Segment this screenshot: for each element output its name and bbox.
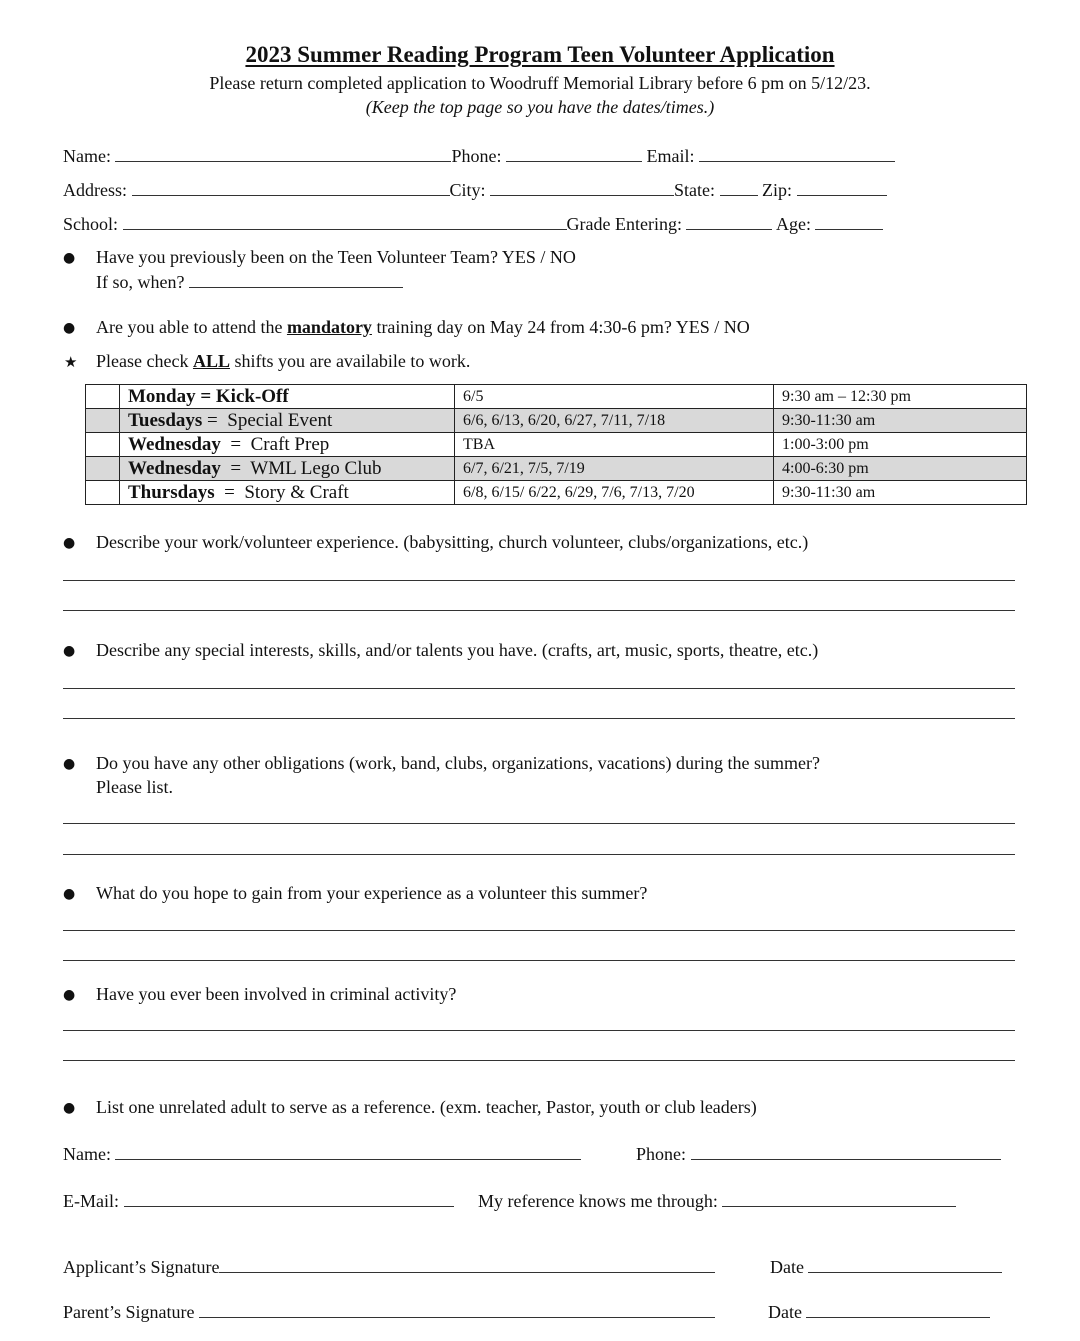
- shift-checkbox[interactable]: [86, 385, 120, 409]
- shift-day: Thursdays: [128, 482, 215, 503]
- applicant-date-label: Date: [770, 1257, 804, 1277]
- shifts-text-pre: Please check: [96, 351, 193, 371]
- return-instructions: Please return completed application to Woodruff Memorial Library before 6 pm on 5/12/23.: [209, 73, 871, 93]
- shift-dates: 6/7, 6/21, 7/5, 7/19: [455, 457, 774, 481]
- mandatory-emphasis: mandatory: [286, 317, 372, 337]
- applicant-row-3: [63, 213, 883, 235]
- hope-answer-line-1[interactable]: [63, 930, 1015, 931]
- previous-team-question: Have you previously been on the Teen Volunteer Team? YES / NO: [96, 247, 576, 267]
- if-so-when-row: [96, 271, 403, 293]
- shifts-table: [85, 384, 1027, 505]
- reference-phone-row: [636, 1143, 1001, 1165]
- shift-event-name: = WML Lego Club: [220, 458, 382, 479]
- star-icon: ★: [64, 353, 78, 371]
- criminal-answer-line-1[interactable]: [63, 1030, 1015, 1031]
- parent-signature-field[interactable]: [199, 1301, 715, 1318]
- shift-event: [120, 433, 455, 457]
- interests-answer-line-1[interactable]: [63, 688, 1015, 689]
- bullet-icon: ●: [63, 535, 76, 551]
- all-emphasis: ALL: [192, 351, 230, 371]
- criminal-question: Have you ever been involved in criminal activity?: [96, 984, 457, 1004]
- reference-question: List one unrelated adult to serve as a reference. (exm. teacher, Pastor, youth or club leaders): [96, 1097, 757, 1117]
- shift-row: [86, 457, 1027, 481]
- shift-checkbox[interactable]: [86, 433, 120, 457]
- shift-time: 9:30-11:30 am: [774, 409, 1027, 433]
- applicant-row-2: [63, 179, 887, 201]
- email-field[interactable]: [699, 145, 895, 162]
- parent-date-row: [768, 1301, 990, 1323]
- phone-field[interactable]: [506, 145, 642, 162]
- reference-email-label: E-Mail:: [63, 1191, 119, 1211]
- reference-email-field[interactable]: [124, 1190, 454, 1207]
- phone-label: Phone:: [451, 146, 502, 166]
- knows-through-row: [478, 1190, 956, 1212]
- shift-time: 9:30-11:30 am: [774, 481, 1027, 505]
- name-label: Name:: [63, 146, 111, 166]
- school-field[interactable]: [123, 213, 567, 230]
- shift-day: Wednesday: [128, 434, 221, 455]
- applicant-date-field[interactable]: [808, 1256, 1002, 1273]
- shift-time: 9:30 am – 12:30 pm: [774, 385, 1027, 409]
- applicant-signature-label: Applicant’s Signature: [63, 1257, 220, 1277]
- email-label: Email:: [646, 146, 695, 166]
- zip-label: Zip:: [762, 180, 793, 200]
- training-text-pre: Are you able to attend the: [96, 317, 287, 337]
- bullet-icon: ●: [63, 320, 76, 336]
- shift-dates: TBA: [455, 433, 774, 457]
- grade-field[interactable]: [686, 213, 772, 230]
- keep-top-page-note: (Keep the top page so you have the dates/times.): [365, 97, 715, 117]
- training-text-post: training day on May 24 from 4:30-6 pm? YES / NO: [371, 317, 750, 337]
- zip-field[interactable]: [797, 179, 887, 196]
- applicant-signature-row: [63, 1256, 715, 1278]
- interests-question: Describe any special interests, skills, and/or talents you have. (crafts, art, music, sports, theatre, etc.): [96, 640, 819, 660]
- shift-event-name: = Craft Prep: [220, 434, 330, 455]
- shift-dates: 6/5: [455, 385, 774, 409]
- parent-date-field[interactable]: [806, 1301, 990, 1318]
- bullet-icon: ●: [63, 756, 76, 772]
- shift-day: Tuesdays: [128, 410, 203, 431]
- shift-row: [86, 433, 1027, 457]
- experience-answer-line-2[interactable]: [63, 610, 1015, 611]
- shift-dates: 6/8, 6/15/ 6/22, 6/29, 7/6, 7/13, 7/20: [455, 481, 774, 505]
- bullet-icon: ●: [63, 886, 76, 902]
- reference-row-2: [63, 1190, 454, 1212]
- shift-event: [120, 385, 455, 409]
- shift-checkbox[interactable]: [86, 457, 120, 481]
- shift-checkbox[interactable]: [86, 481, 120, 505]
- obligations-question: Do you have any other obligations (work, band, clubs, organizations, vacations) during the summer?: [96, 753, 820, 773]
- state-field[interactable]: [720, 179, 758, 196]
- city-field[interactable]: [490, 179, 674, 196]
- shift-event-name: = Story & Craft: [214, 482, 349, 503]
- shift-event: [120, 481, 455, 505]
- shift-event: [120, 409, 455, 433]
- experience-question: Describe your work/volunteer experience. (babysitting, church volunteer, clubs/organizations, etc.): [96, 532, 809, 552]
- shift-event: [120, 457, 455, 481]
- obligations-answer-line-1[interactable]: [63, 823, 1015, 824]
- knows-through-label: My reference knows me through:: [478, 1191, 718, 1211]
- grade-label: Grade Entering:: [566, 214, 682, 234]
- applicant-signature-field[interactable]: [219, 1256, 715, 1273]
- shift-row: [86, 481, 1027, 505]
- city-label: City:: [449, 180, 486, 200]
- interests-answer-line-2[interactable]: [63, 718, 1015, 719]
- parent-date-label: Date: [768, 1302, 802, 1322]
- shift-row: [86, 385, 1027, 409]
- shift-time: 1:00-3:00 pm: [774, 433, 1027, 457]
- reference-phone-label: Phone:: [636, 1144, 687, 1164]
- shift-day: Wednesday: [128, 458, 221, 479]
- shift-checkbox[interactable]: [86, 409, 120, 433]
- if-so-when-label: If so, when?: [96, 272, 185, 292]
- bullet-icon: ●: [63, 643, 76, 659]
- shift-day: Monday = Kick-Off: [128, 386, 289, 407]
- shift-time: 4:00-6:30 pm: [774, 457, 1027, 481]
- experience-answer-line-1[interactable]: [63, 580, 1015, 581]
- parent-signature-label: Parent’s Signature: [63, 1302, 195, 1322]
- bullet-icon: ●: [63, 250, 76, 266]
- address-field[interactable]: [132, 179, 450, 196]
- age-label: Age:: [775, 214, 811, 234]
- bullet-icon: ●: [63, 987, 76, 1003]
- state-label: State:: [674, 180, 716, 200]
- reference-name-field[interactable]: [115, 1143, 581, 1160]
- shift-event-name: = Special Event: [202, 410, 333, 431]
- name-field[interactable]: [115, 145, 451, 162]
- shift-row: [86, 409, 1027, 433]
- shifts-instruction: [96, 351, 470, 372]
- training-question: [96, 317, 750, 338]
- address-label: Address:: [63, 180, 127, 200]
- applicant-row-1: [63, 145, 895, 167]
- applicant-date-row: [770, 1256, 1002, 1278]
- bullet-icon: ●: [63, 1100, 76, 1116]
- hope-to-gain-question: What do you hope to gain from your experience as a volunteer this summer?: [96, 883, 648, 903]
- reference-name-label: Name:: [63, 1144, 111, 1164]
- parent-signature-row: [63, 1301, 715, 1323]
- criminal-answer-line-2[interactable]: [63, 1060, 1015, 1061]
- page-title: 2023 Summer Reading Program Teen Volunteer Application: [245, 42, 835, 67]
- hope-answer-line-2[interactable]: [63, 960, 1015, 961]
- if-so-when-field[interactable]: [189, 271, 403, 288]
- age-field[interactable]: [815, 213, 883, 230]
- reference-row-1: [63, 1143, 581, 1165]
- shifts-text-post: shifts you are availabile to work.: [229, 351, 471, 371]
- school-label: School:: [63, 214, 119, 234]
- reference-phone-field[interactable]: [691, 1143, 1001, 1160]
- obligations-please-list: Please list.: [96, 777, 173, 797]
- obligations-answer-line-2[interactable]: [63, 854, 1015, 855]
- knows-through-field[interactable]: [722, 1190, 956, 1207]
- shift-dates: 6/6, 6/13, 6/20, 6/27, 7/11, 7/18: [455, 409, 774, 433]
